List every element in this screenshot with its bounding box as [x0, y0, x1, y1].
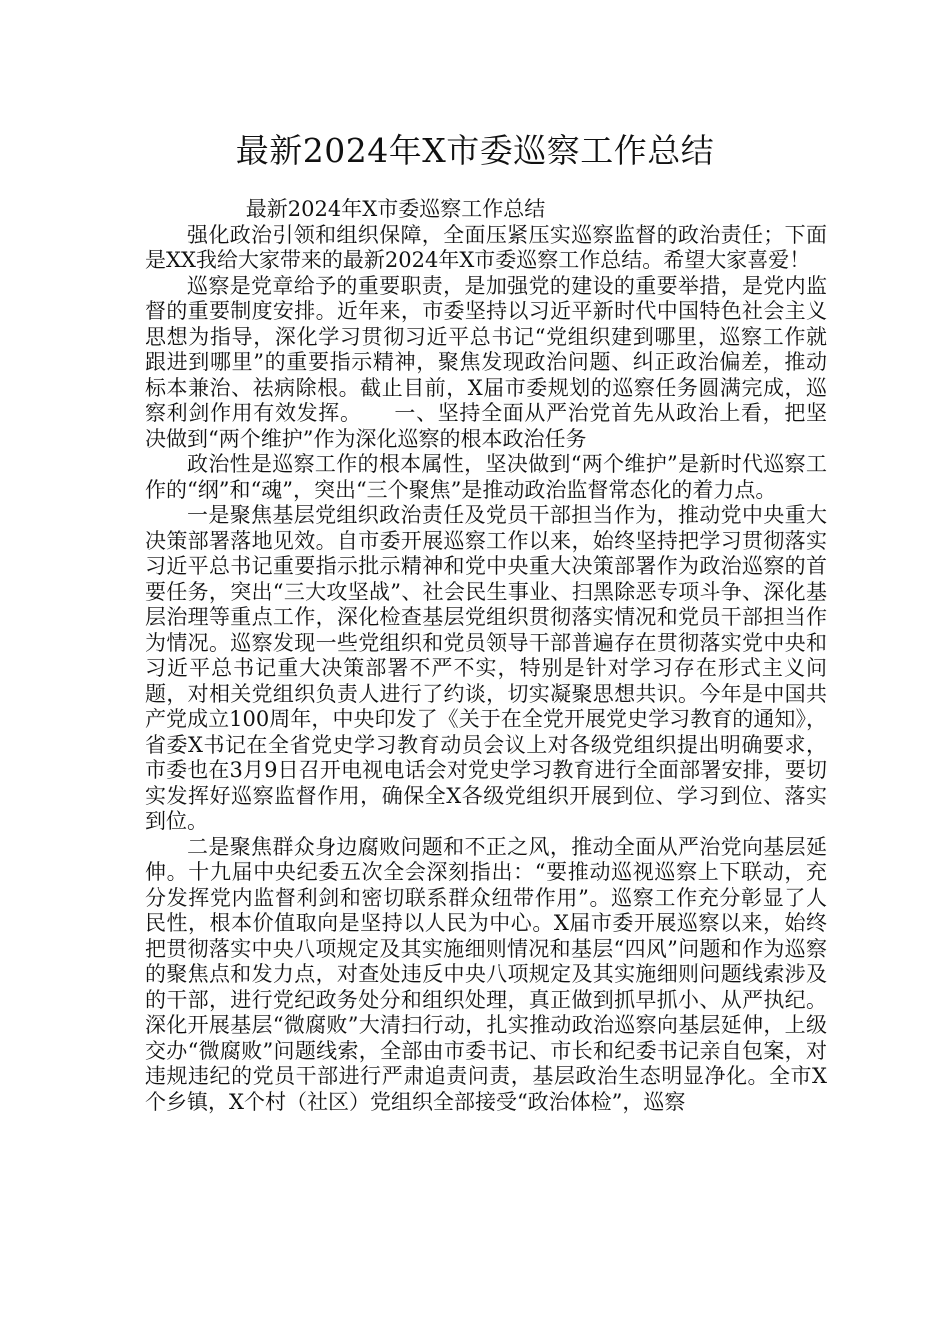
paragraph-focus-two: 二是聚焦群众身边腐败问题和不正之风，推动全面从严治党向基层延伸。十九届中央纪委五次全会深刻指出：“要推动巡视巡察上下联动，充分发挥党内监督利剑和密切联系群众纽带作用”。巡察工作充分彰显了人民性，根本价值取向是坚持以人民为中心。X届市委开展巡察以来，始终把贯彻落实中央八项规定及其实施细则情况和基层“四风”问题和作为巡察的聚焦点和发力点，对查处违反中央八项规定及其实施细则问题线索涉及的干部，进行党纪政务处分和组织处理，真正做到抓早抓小、从严执纪。深化开展基层“微腐败”大清扫行动，扎实推动政治巡察向基层延伸，上级交办“微腐败”问题线索，全部由市委书记、市长和纪委书记亲自包案，对违规违纪的党员干部进行严肃追责问责，基层政治生态明显净化。全市X个乡镇，X个村（社区）党组织全部接受“政治体检”，巡察 [145, 834, 827, 1114]
paragraph-background: 巡察是党章给予的重要职责，是加强党的建设的重要举措，是党内监督的重要制度安排。近年来，市委坚持以习近平新时代中国特色社会主义思想为指导，深化学习贯彻习近平总书记“党组织建到哪里，巡察工作就跟进到哪里”的重要指示精神，聚焦发现政治问题、纠正政治偏差，推动标本兼治、祛病除根。截止目前，X届市委规划的巡察任务圆满完成，巡察利剑作用有效发挥。 一、坚持全面从严治党首先从政治上看，把坚决做到“两个维护”作为深化巡察的根本政治任务 [145, 273, 827, 451]
paragraph-focus-one: 一是聚焦基层党组织政治责任及党员干部担当作为，推动党中央重大决策部署落地见效。自市委开展巡察工作以来，始终坚持把学习贯彻落实习近平总书记重要指示批示精神和党中央重大决策部署作为政治巡察的首要任务，突出“三大攻坚战”、社会民生事业、扫黑除恶专项斗争、深化基层治理等重点工作，深化检查基层党组织贯彻落实情况和党员干部担当作为情况。巡察发现一些党组织和党员领导干部普遍存在贯彻落实党中央和习近平总书记重大决策部署不严不实，特别是针对学习存在形式主义问题，对相关党组织负责人进行了约谈，切实凝聚思想共识。今年是中国共产党成立100周年，中央印发了《关于在全党开展党史学习教育的通知》，省委X书记在全省党史学习教育动员会议上对各级党组织提出明确要求，市委也在3月9日召开电视电话会对党史学习教育进行全面部署安排，要切实发挥好巡察监督作用，确保全X各级党组织开展到位、学习到位、落实到位。 [145, 503, 827, 833]
document-body [145, 197, 827, 1115]
paragraph-political-nature: 政治性是巡察工作的根本属性，坚决做到“两个维护”是新时代巡察工作的“纲”和“魂”，突出“三个聚焦”是推动政治监督常态化的着力点。 [145, 452, 827, 502]
paragraph-intro: 强化政治引领和组织保障，全面压紧压实巡察监督的政治责任；下面是XX我给大家带来的最新2024年X市委巡察工作总结。希望大家喜爱！ [145, 222, 827, 272]
document-subtitle: 最新2024年X市委巡察工作总结 [245, 197, 546, 221]
document-title: 最新2024年X市委巡察工作总结 [235, 131, 715, 170]
